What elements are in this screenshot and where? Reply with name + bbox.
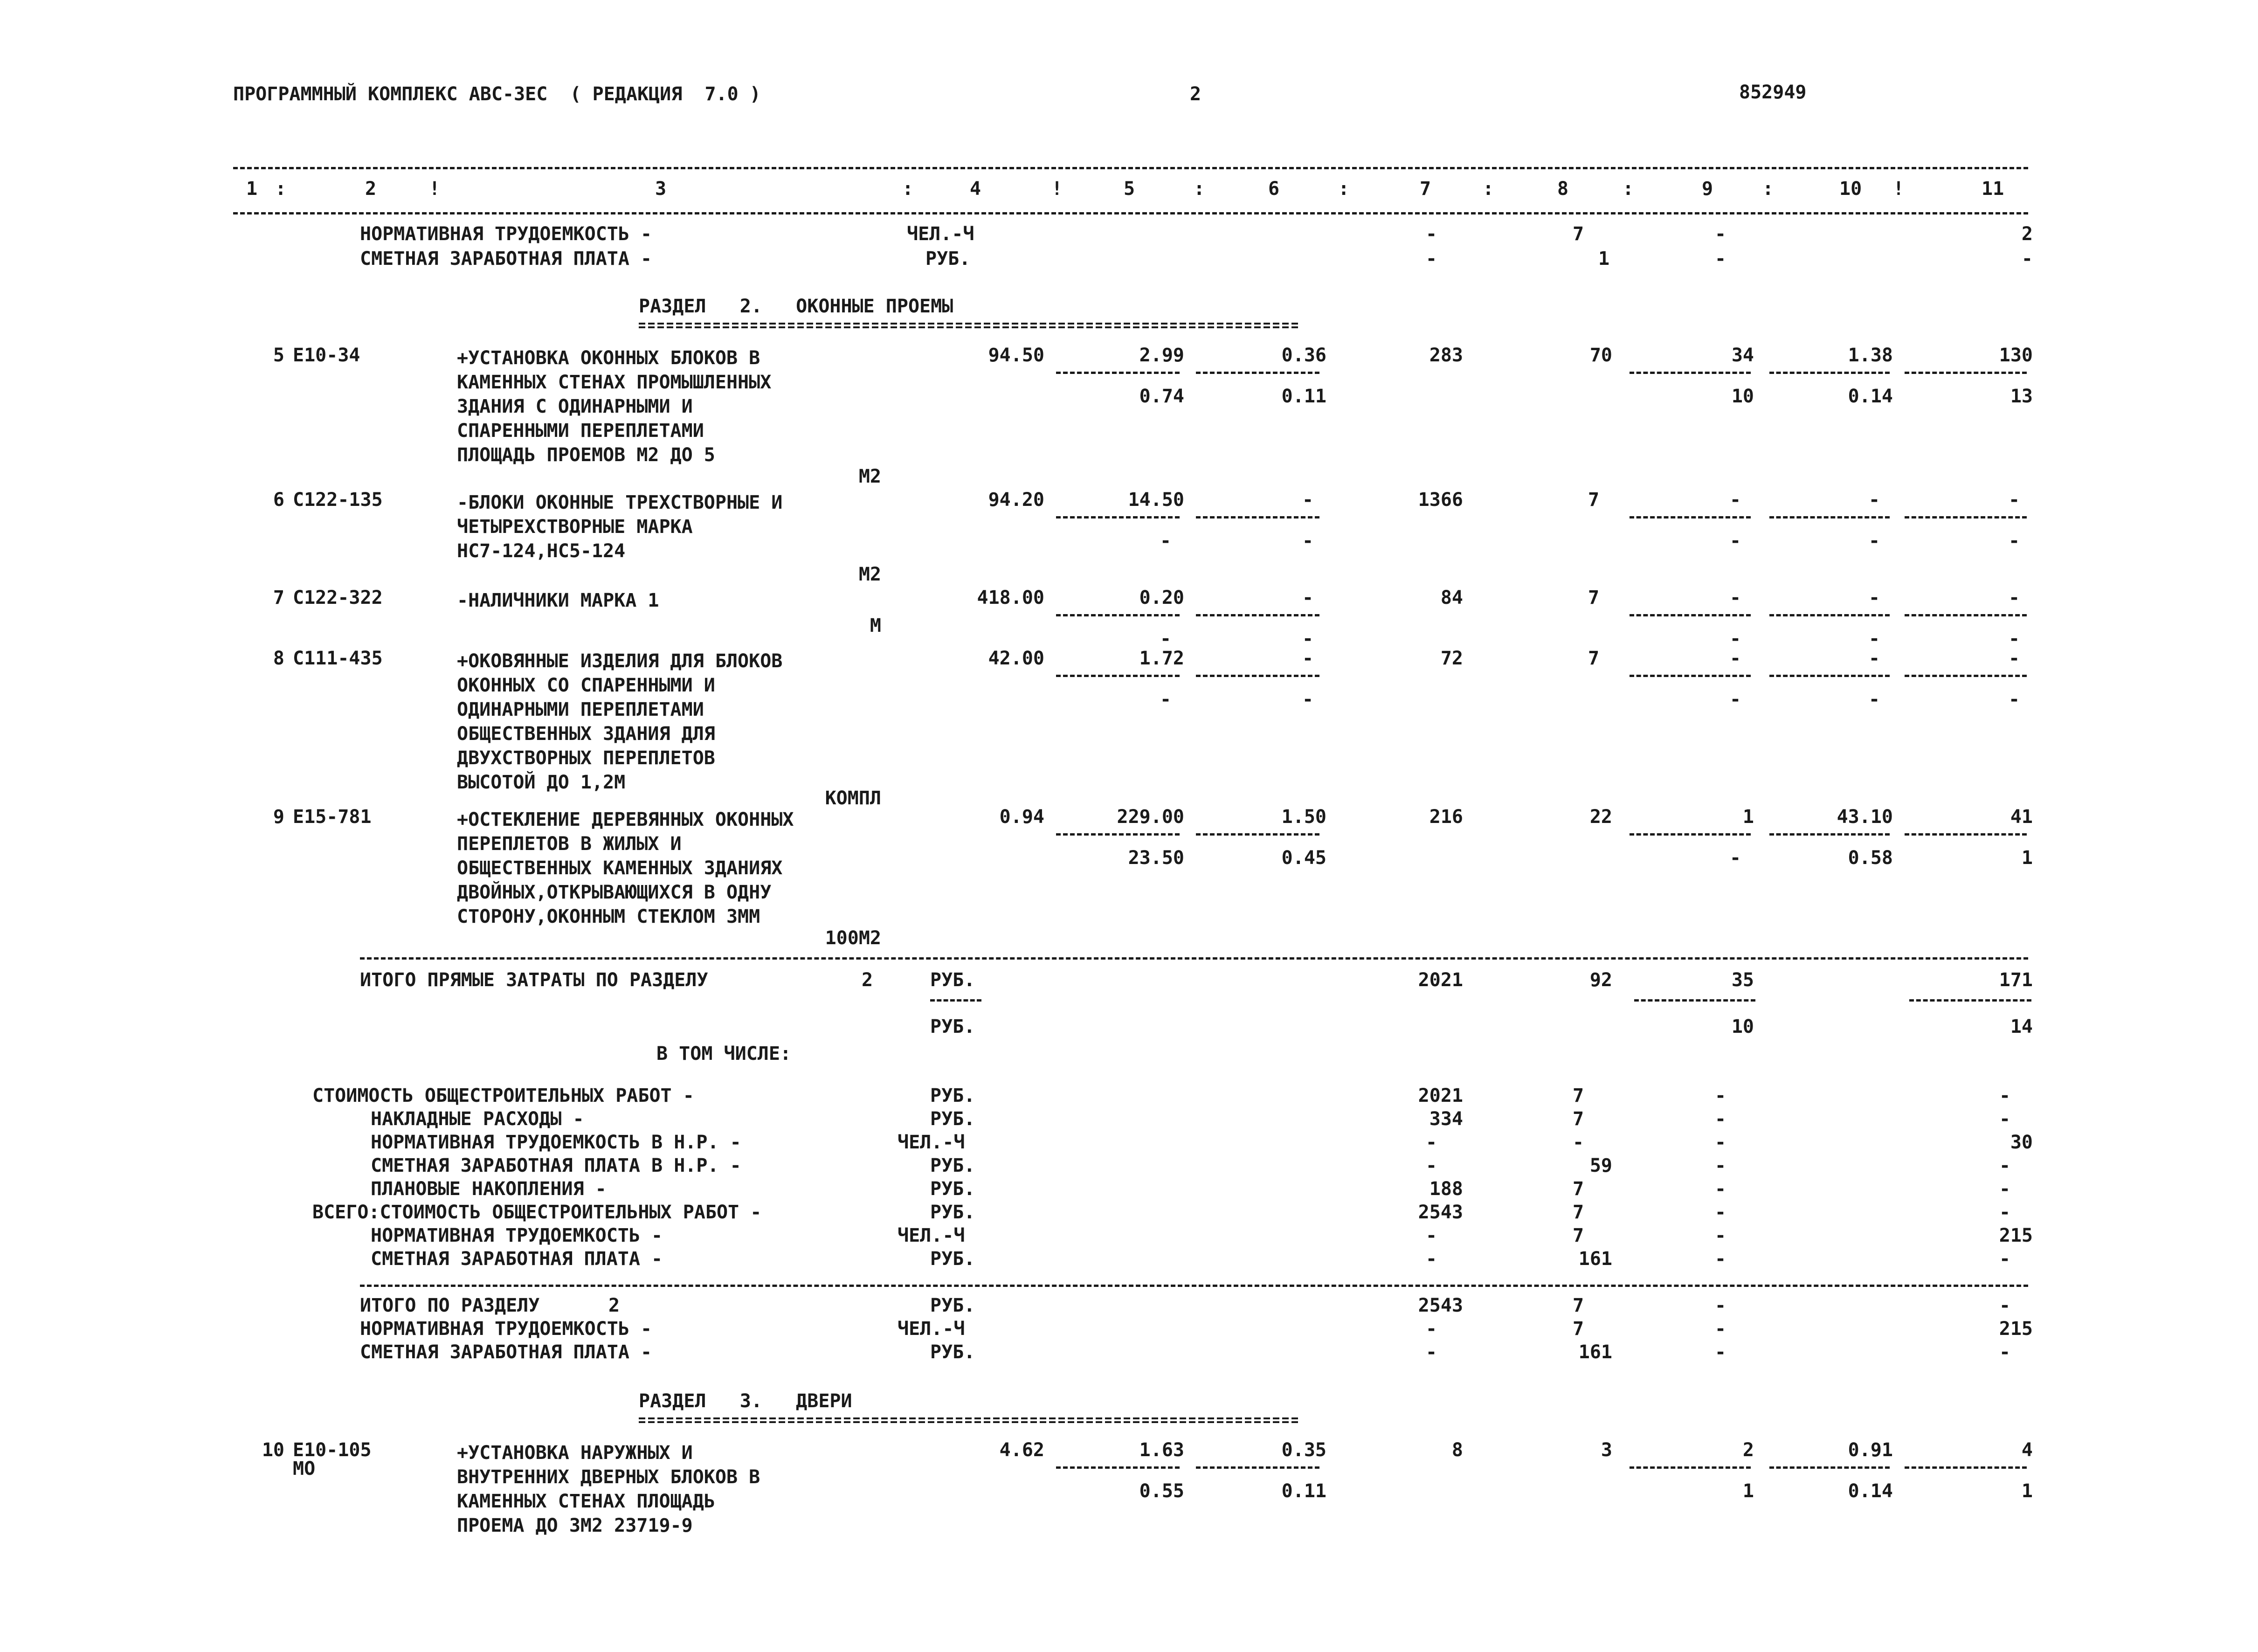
section2-item-unit: М2 <box>858 564 881 585</box>
section2-item-unit: КОМПЛ <box>825 788 881 809</box>
section3-item-col5: 1.63 <box>1139 1439 1184 1461</box>
breakdown-col7: - <box>1425 1132 1437 1153</box>
total-direct-label: ИТОГО ПРЯМЫЕ ЗАТРАТЫ ПО РАЗДЕЛУ <box>360 969 708 991</box>
section2-item-separator <box>1769 614 1890 616</box>
column-separator: : <box>902 178 914 200</box>
column-number-4: 4 <box>970 178 981 200</box>
breakdown-label: НОРМАТИВНАЯ ТРУДОЕМКОСТЬ В Н.Р. - <box>371 1132 741 1153</box>
total-direct-unit: РУБ. <box>930 969 975 991</box>
section2-item-number: 9 <box>273 806 284 828</box>
section2-item-col11-sub: - <box>2008 628 2020 650</box>
section3-item-separator <box>1056 1466 1180 1469</box>
column-separator: : <box>1623 178 1634 200</box>
section2-item-col10: 43.10 <box>1837 806 1893 828</box>
breakdown-col7: 334 <box>1429 1108 1463 1130</box>
column-number-7: 7 <box>1420 178 1431 200</box>
breakdown-col7: - <box>1425 1155 1437 1176</box>
breakdown-unit: РУБ. <box>930 1155 975 1176</box>
breakdown-label: ПЛАНОВЫЕ НАКОПЛЕНИЯ - <box>371 1178 607 1200</box>
section2-item-code: С111-435 <box>293 648 383 669</box>
breakdown-col11: - <box>1999 1155 2011 1176</box>
breakdown-col7: - <box>1425 1225 1437 1246</box>
column-separator: ! <box>1051 178 1063 200</box>
including-heading: В ТОМ ЧИСЛЕ: <box>656 1043 791 1064</box>
section2-item-separator <box>1056 833 1180 836</box>
section2-item-col5-sub: - <box>1160 689 1172 710</box>
breakdown-col11: - <box>1999 1248 2011 1270</box>
section2-item-description: -НАЛИЧНИКИ МАРКА 1 <box>457 590 659 611</box>
section2-item-separator <box>1630 614 1751 616</box>
breakdown-col7: 188 <box>1429 1178 1463 1200</box>
section2-item-col10: 1.38 <box>1848 345 1893 366</box>
total-direct-rule <box>360 957 2028 960</box>
breakdown-col9: - <box>1714 1108 1726 1130</box>
section2-item-unit: М <box>870 615 881 636</box>
section2-item-col6-sub: - <box>1302 530 1314 552</box>
breakdown-unit: РУБ. <box>930 1178 975 1200</box>
section3-item-col6: 0.35 <box>1281 1439 1326 1461</box>
section2-item-col5-sub: - <box>1160 530 1172 552</box>
section2-item-quantity: 0.94 <box>999 806 1044 828</box>
section2-item-col7: 216 <box>1429 806 1463 828</box>
section2-item-quantity: 42.00 <box>988 648 1044 669</box>
prev-labor-col11: 2 <box>2021 223 2033 245</box>
section2-item-col9: 1 <box>1742 806 1754 828</box>
section2-item-unit: 100М2 <box>825 927 881 949</box>
section2-item-col9-sub: - <box>1729 530 1741 552</box>
section2-item-col8: 7 <box>1588 489 1600 511</box>
breakdown-col11: - <box>1999 1178 2011 1200</box>
section2-item-col11-sub: 1 <box>2021 847 2033 869</box>
section2-item-separator <box>1905 833 2027 836</box>
total-direct-sep-unit <box>930 999 981 1002</box>
section2-item-separator <box>1196 614 1319 616</box>
section2-item-quantity: 94.20 <box>988 489 1044 511</box>
section-total-col11: 215 <box>1999 1318 2033 1340</box>
section2-item-col10-sub: 0.14 <box>1848 386 1893 407</box>
section2-item-col8: 70 <box>1589 345 1612 366</box>
section2-item-col10: - <box>1868 587 1880 608</box>
section2-item-separator <box>1905 675 2027 677</box>
column-separator: : <box>1483 178 1494 200</box>
section2-item-col9: - <box>1729 587 1741 608</box>
section2-item-separator <box>1630 833 1751 836</box>
section2-item-separator <box>1905 516 2027 518</box>
breakdown-col11: - <box>1999 1085 2011 1106</box>
breakdown-label: ВСЕГО:СТОИМОСТЬ ОБЩЕСТРОИТЕЛЬНЫХ РАБОТ - <box>312 1202 762 1223</box>
section2-item-quantity: 94.50 <box>988 345 1044 366</box>
breakdown-unit: РУБ. <box>930 1085 975 1106</box>
section-total-label: СМЕТНАЯ ЗАРАБОТНАЯ ПЛАТА - <box>360 1341 652 1363</box>
section2-item-col11: - <box>2008 587 2020 608</box>
breakdown-col11: - <box>1999 1108 2011 1130</box>
breakdown-col8: 7 <box>1572 1178 1584 1200</box>
breakdown-col9: - <box>1714 1225 1726 1246</box>
column-number-3: 3 <box>655 178 667 200</box>
section2-item-number: 6 <box>273 489 284 511</box>
header-bottom-rule <box>233 212 2028 214</box>
section2-item-col6: 1.50 <box>1281 806 1326 828</box>
section2-item-code: Е10-34 <box>293 345 360 366</box>
document-number: 852949 <box>1739 82 1807 103</box>
section-total-col9: - <box>1714 1295 1726 1316</box>
section-total-col9: - <box>1714 1341 1726 1363</box>
page-number: 2 <box>1190 83 1202 105</box>
column-number-6: 6 <box>1268 178 1280 200</box>
section2-item-col10-sub: - <box>1868 628 1880 650</box>
section2-item-col7: 84 <box>1440 587 1463 608</box>
section2-item-col6-sub: - <box>1302 689 1314 710</box>
section2-item-description: +ОКОВЯННЫЕ ИЗДЕЛИЯ ДЛЯ БЛОКОВ ОКОННЫХ СО СПАРЕННЫМИ И ОДИНАРНЫМИ ПЕРЕПЛЕТАМИ ОБЩЕСТВЕННЫХ ЗДАНИЯ ДЛЯ ДВУХСТВОРНЫХ ПЕРЕПЛЕТОВ ВЫСОТОЙ ДО 1,2М <box>457 650 783 793</box>
section2-item-separator <box>1630 516 1751 518</box>
section2-item-col7: 1366 <box>1418 489 1463 511</box>
breakdown-col7: 2543 <box>1418 1202 1463 1223</box>
section2-item-separator <box>1056 614 1180 616</box>
prev-wage-col11: - <box>2021 248 2033 270</box>
section3-item-description: +УСТАНОВКА НАРУЖНЫХ И ВНУТРЕННИХ ДВЕРНЫХ БЛОКОВ В КАМЕННЫХ СТЕНАХ ПЛОЩАДЬ ПРОЕМА ДО 3М2 23719-9 <box>457 1442 760 1536</box>
section3-item-col8: 3 <box>1601 1439 1612 1461</box>
total-direct-sep-col9 <box>1634 999 1755 1002</box>
section2-item-col10: - <box>1868 489 1880 511</box>
section2-item-col8: 22 <box>1589 806 1612 828</box>
section2-item-col5-sub: 23.50 <box>1128 847 1184 869</box>
section2-item-separator <box>1769 516 1890 518</box>
breakdown-col8: 7 <box>1572 1108 1584 1130</box>
section2-item-separator <box>1630 675 1751 677</box>
section2-item-col7: 72 <box>1440 648 1463 669</box>
prev-labor-label: НОРМАТИВНАЯ ТРУДОЕМКОСТЬ - <box>360 223 652 245</box>
section2-item-col11-sub: - <box>2008 530 2020 552</box>
section2-item-col7: 283 <box>1429 345 1463 366</box>
section2-item-separator <box>1056 516 1180 518</box>
breakdown-col8: 59 <box>1589 1155 1612 1176</box>
section2-item-separator <box>1905 614 2027 616</box>
section-total-rule <box>360 1285 2028 1287</box>
breakdown-label: СТОИМОСТЬ ОБЩЕСТРОИТЕЛЬНЫХ РАБОТ - <box>312 1085 694 1106</box>
section2-item-code: Е15-781 <box>293 806 372 828</box>
breakdown-col11: 215 <box>1999 1225 2033 1246</box>
prev-labor-col8: 7 <box>1572 223 1584 245</box>
section3-item-col11: 4 <box>2021 1439 2033 1461</box>
section2-item-description: -БЛОКИ ОКОННЫЕ ТРЕХСТВОРНЫЕ И ЧЕТЫРЕХСТВОРНЫЕ МАРКА НС7-124,НС5-124 <box>457 492 783 562</box>
section3-item-number: 10 <box>262 1439 284 1461</box>
section2-item-col10: - <box>1868 648 1880 669</box>
section2-item-quantity: 418.00 <box>977 587 1044 608</box>
section2-item-col5: 2.99 <box>1139 345 1184 366</box>
section-total-col9: - <box>1714 1318 1726 1340</box>
section2-item-col9-sub: - <box>1729 847 1741 869</box>
section3-item-separator <box>1769 1466 1890 1469</box>
breakdown-label: НАКЛАДНЫЕ РАСХОДЫ - <box>371 1108 584 1130</box>
section2-item-col10-sub: - <box>1868 689 1880 710</box>
section2-item-col11: 130 <box>1999 345 2033 366</box>
section-total-col11: - <box>1999 1341 2011 1363</box>
breakdown-col9: - <box>1714 1085 1726 1106</box>
column-number-10: 10 <box>1839 178 1862 200</box>
section-total-unit: ЧЕЛ.-Ч <box>898 1318 965 1340</box>
section-total-col7: 2543 <box>1418 1295 1463 1316</box>
section2-item-separator <box>1769 372 1890 374</box>
section2-item-col6: 0.36 <box>1281 345 1326 366</box>
section-total-col8: 7 <box>1572 1318 1584 1340</box>
breakdown-col11: 30 <box>2010 1132 2033 1153</box>
section2-item-col6-sub: 0.45 <box>1281 847 1326 869</box>
breakdown-col7: - <box>1425 1248 1437 1270</box>
section2-item-col6: - <box>1302 648 1314 669</box>
section3-item-separator <box>1905 1466 2027 1469</box>
prev-labor-col9: - <box>1714 223 1726 245</box>
total-direct-section-no: 2 <box>862 969 873 991</box>
total-direct-col11: 171 <box>1999 969 2033 991</box>
section2-item-col8: 7 <box>1588 648 1600 669</box>
breakdown-label: СМЕТНАЯ ЗАРАБОТНАЯ ПЛАТА В Н.Р. - <box>371 1155 741 1176</box>
column-number-5: 5 <box>1124 178 1135 200</box>
breakdown-label: НОРМАТИВНАЯ ТРУДОЕМКОСТЬ - <box>371 1225 663 1246</box>
section3-item-separator <box>1196 1466 1319 1469</box>
section2-item-col11: 41 <box>2010 806 2033 828</box>
breakdown-col7: 2021 <box>1418 1085 1463 1106</box>
column-separator: : <box>1194 178 1205 200</box>
section3-item-col10: 0.91 <box>1848 1439 1893 1461</box>
section-total-col8: 7 <box>1572 1295 1584 1316</box>
section2-item-number: 7 <box>273 587 284 608</box>
column-number-1: 1 <box>246 178 258 200</box>
section2-item-separator <box>1905 372 2027 374</box>
section2-item-col6-sub: 0.11 <box>1281 386 1326 407</box>
section2-item-col11-sub: 13 <box>2010 386 2033 407</box>
section2-item-separator <box>1056 372 1180 374</box>
breakdown-unit: ЧЕЛ.-Ч <box>898 1132 965 1153</box>
breakdown-col9: - <box>1714 1132 1726 1153</box>
section3-item-quantity: 4.62 <box>999 1439 1044 1461</box>
section2-item-separator <box>1056 675 1180 677</box>
total-direct-col11b: 14 <box>2010 1016 2033 1037</box>
section2-item-col6: - <box>1302 587 1314 608</box>
section3-item-separator <box>1630 1466 1751 1469</box>
section2-item-col10-sub: - <box>1868 530 1880 552</box>
section2-item-col9-sub: - <box>1729 628 1741 650</box>
total-direct-col9b: 10 <box>1731 1016 1754 1037</box>
column-separator: ! <box>429 178 441 200</box>
breakdown-col8: 7 <box>1572 1085 1584 1106</box>
column-separator: ! <box>1893 178 1905 200</box>
breakdown-unit: РУБ. <box>930 1248 975 1270</box>
section-total-col7: - <box>1425 1318 1437 1340</box>
section3-title-underline <box>639 1417 1301 1424</box>
section3-item-col5-sub: 0.55 <box>1139 1480 1184 1502</box>
section2-item-col9: - <box>1729 489 1741 511</box>
section2-item-col5: 0.20 <box>1139 587 1184 608</box>
section-total-unit: РУБ. <box>930 1341 975 1363</box>
breakdown-col9: - <box>1714 1202 1726 1223</box>
program-title: ПРОГРАММНЫЙ КОМПЛЕКС АВС-ЗЕС ( РЕДАКЦИЯ 7.0 ) <box>233 83 761 105</box>
section2-item-separator <box>1196 516 1319 518</box>
total-direct-sep-col11 <box>1909 999 2031 1002</box>
prev-wage-col7: - <box>1425 248 1437 270</box>
section2-item-col9: - <box>1729 648 1741 669</box>
section3-item-col11-sub: 1 <box>2021 1480 2033 1502</box>
section2-item-col11: - <box>2008 648 2020 669</box>
breakdown-col8: 161 <box>1578 1248 1612 1270</box>
prev-wage-col9: - <box>1714 248 1726 270</box>
header-top-rule <box>233 167 2028 169</box>
section3-item-col10-sub: 0.14 <box>1848 1480 1893 1502</box>
section2-item-number: 8 <box>273 648 284 669</box>
total-direct-col9: 35 <box>1731 969 1754 991</box>
column-separator: : <box>1338 178 1350 200</box>
section-total-unit: РУБ. <box>930 1295 975 1316</box>
section2-item-col5: 229.00 <box>1117 806 1184 828</box>
section2-item-col5-sub: 0.74 <box>1139 386 1184 407</box>
column-number-11: 11 <box>1982 178 2004 200</box>
prev-labor-col7: - <box>1425 223 1437 245</box>
column-number-9: 9 <box>1702 178 1713 200</box>
total-direct-unit2: РУБ. <box>930 1016 975 1037</box>
section2-item-code: С122-322 <box>293 587 383 608</box>
section2-item-unit: М2 <box>858 466 881 487</box>
total-direct-col7: 2021 <box>1418 969 1463 991</box>
section2-item-col10-sub: 0.58 <box>1848 847 1893 869</box>
section3-item-col9-sub: 1 <box>1742 1480 1754 1502</box>
section2-item-separator <box>1630 372 1751 374</box>
column-number-2: 2 <box>365 178 377 200</box>
breakdown-label: СМЕТНАЯ ЗАРАБОТНАЯ ПЛАТА - <box>371 1248 663 1270</box>
section2-item-col11-sub: - <box>2008 689 2020 710</box>
breakdown-unit: РУБ. <box>930 1108 975 1130</box>
breakdown-col9: - <box>1714 1248 1726 1270</box>
section-total-number: 2 <box>608 1295 620 1316</box>
section2-item-description: +УСТАНОВКА ОКОННЫХ БЛОКОВ В КАМЕННЫХ СТЕНАХ ПРОМЫШЛЕННЫХ ЗДАНИЯ С ОДИНАРНЫМИ И СПАРЕННЫМИ ПЕРЕПЛЕТАМИ ПЛОЩАДЬ ПРОЕМОВ М2 ДО 5 <box>457 347 772 466</box>
section2-item-separator <box>1769 833 1890 836</box>
breakdown-unit: РУБ. <box>930 1202 975 1223</box>
section2-item-col6: - <box>1302 489 1314 511</box>
section3-item-col9: 2 <box>1742 1439 1754 1461</box>
section2-item-col5: 14.50 <box>1128 489 1184 511</box>
breakdown-col8: - <box>1572 1132 1584 1153</box>
section2-item-description: +ОСТЕКЛЕНИЕ ДЕРЕВЯННЫХ ОКОННЫХ ПЕРЕПЛЕТОВ В ЖИЛЫХ И ОБЩЕСТВЕННЫХ КАМЕННЫХ ЗДАНИЯХ ДВОЙНЫХ,ОТКРЫВАЮЩИХСЯ В ОДНУ СТОРОНУ,ОКОННЫМ СТЕКЛОМ 3ММ <box>457 809 794 927</box>
section2-item-col8: 7 <box>1588 587 1600 608</box>
section3-item-code: Е10-105 МО <box>293 1439 372 1479</box>
section2-item-number: 5 <box>273 345 284 366</box>
section2-item-col9: 34 <box>1731 345 1754 366</box>
section2-item-col9-sub: 10 <box>1731 386 1754 407</box>
section-total-col7: - <box>1425 1341 1437 1363</box>
column-separator: : <box>275 178 287 200</box>
section-total-col11: - <box>1999 1295 2011 1316</box>
section2-item-col6-sub: - <box>1302 628 1314 650</box>
breakdown-unit: ЧЕЛ.-Ч <box>898 1225 965 1246</box>
section2-item-separator <box>1196 675 1319 677</box>
section2-item-col9-sub: - <box>1729 689 1741 710</box>
section3-title: РАЗДЕЛ 3. ДВЕРИ <box>639 1390 852 1412</box>
column-number-8: 8 <box>1557 178 1569 200</box>
section2-item-col11: - <box>2008 489 2020 511</box>
section2-item-col5: 1.72 <box>1139 648 1184 669</box>
section2-title-underline <box>639 323 1301 329</box>
total-direct-col8: 92 <box>1589 969 1612 991</box>
section2-item-separator <box>1196 372 1319 374</box>
section-total-col8: 161 <box>1578 1341 1612 1363</box>
prev-wage-unit: РУБ. <box>925 248 971 270</box>
section2-item-separator <box>1196 833 1319 836</box>
section2-item-code: С122-135 <box>293 489 383 511</box>
section2-item-col5-sub: - <box>1160 628 1172 650</box>
section-total-label: НОРМАТИВНАЯ ТРУДОЕМКОСТЬ - <box>360 1318 652 1340</box>
section3-item-col6-sub: 0.11 <box>1281 1480 1326 1502</box>
prev-labor-unit: ЧЕЛ.-Ч <box>907 223 974 245</box>
breakdown-col11: - <box>1999 1202 2011 1223</box>
section-total-label: ИТОГО ПО РАЗДЕЛУ <box>360 1295 540 1316</box>
prev-wage-label: СМЕТНАЯ ЗАРАБОТНАЯ ПЛАТА - <box>360 248 652 270</box>
column-separator: : <box>1762 178 1774 200</box>
section3-item-col7: 8 <box>1451 1439 1463 1461</box>
breakdown-col9: - <box>1714 1178 1726 1200</box>
section2-title: РАЗДЕЛ 2. ОКОННЫЕ ПРОЕМЫ <box>639 296 953 317</box>
prev-wage-col8: 1 <box>1598 248 1610 270</box>
breakdown-col9: - <box>1714 1155 1726 1176</box>
section2-item-separator <box>1769 675 1890 677</box>
breakdown-col8: 7 <box>1572 1225 1584 1246</box>
breakdown-col8: 7 <box>1572 1202 1584 1223</box>
